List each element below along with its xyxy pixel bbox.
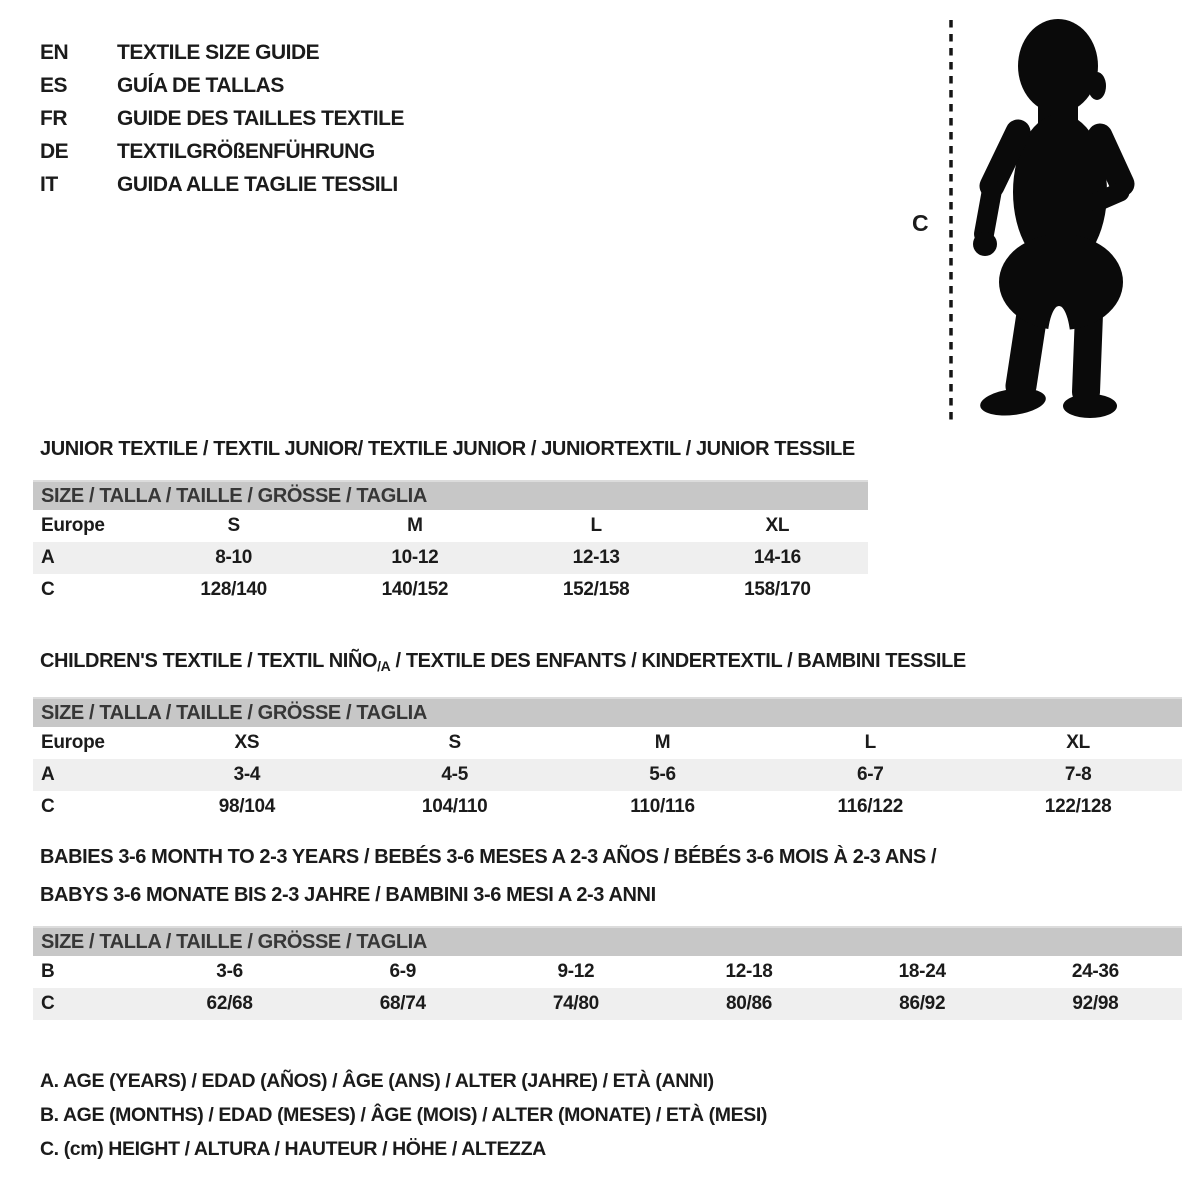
size-cell: M [407,515,423,536]
section-title-text: CHILDREN'S TEXTILE / TEXTIL NIÑO [40,650,378,672]
table-row [33,759,1182,791]
size-cell: S [448,732,461,753]
size-cell: XL [1066,732,1090,753]
section-title [33,642,1182,685]
section-title [33,430,1182,468]
language-label: GUIDE DES TAILLES TEXTILE [117,106,404,130]
language-code: ES [40,73,68,97]
row-label: A [33,759,143,791]
size-cell: 4-5 [351,759,559,791]
size-cell: 86/92 [836,988,1009,1020]
size-header-band: SIZE / TALLA / TAILLE / GRÖSSE / TAGLIA [33,926,1182,956]
size-header-band: SIZE / TALLA / TAILLE / GRÖSSE / TAGLIA [33,697,1182,727]
language-list [40,36,404,201]
size-cell: 80/86 [662,988,835,1020]
language-code: DE [40,139,69,163]
size-section-children [33,642,1182,823]
row-label: Europe [41,732,105,753]
row-label: A [33,542,143,574]
size-section-babies [33,838,1182,1020]
table-row [33,988,1182,1020]
size-cell: 122/128 [1044,796,1112,817]
size-cell: 9-12 [557,961,595,982]
section-title-text: BABYS 3-6 MONATE BIS 2-3 JAHRE / BAMBINI 3-6 MESI A 2-3 ANNI [40,884,656,906]
table-row [33,956,1182,988]
size-cell: 18-24 [898,961,946,982]
size-table-grid [33,956,1182,1020]
footnote-line: B. AGE (MONTHS) / EDAD (MESES) / ÂGE (MOIS) / ALTER (MONATE) / ETÀ (MESI) [40,1104,767,1126]
table-row [33,510,868,542]
size-cell: 3-4 [143,759,351,791]
footnotes [40,1064,767,1166]
language-code: IT [40,172,58,196]
row-label: Europe [41,515,105,536]
size-cell: XL [765,515,790,536]
language-row [40,102,404,135]
size-cell: L [864,732,876,753]
size-cell: 98/104 [218,796,276,817]
size-cell: 140/152 [381,579,449,600]
table-row [33,727,1182,759]
footnote-line: A. AGE (YEARS) / EDAD (AÑOS) / ÂGE (ANS) / ALTER (JAHRE) / ETÀ (ANNI) [40,1070,714,1092]
section-title-text: JUNIOR TEXTILE / TEXTIL JUNIOR/ TEXTILE JUNIOR / JUNIORTEXTIL / JUNIOR TESSILE [40,438,855,460]
size-table [33,697,1182,823]
size-cell: S [227,515,240,536]
section-title-text: BABIES 3-6 MONTH TO 2-3 YEARS / BEBÉS 3-6 MESES A 2-3 AÑOS / BÉBÉS 3-6 MOIS À 2-3 ANS / [40,846,937,868]
language-row [40,135,404,168]
size-cell: 6-7 [766,759,974,791]
section-title-text: / TEXTILE DES ENFANTS / KINDERTEXTIL / BAMBINI TESSILE [390,650,966,672]
size-cell: 92/98 [1009,988,1182,1020]
language-code: FR [40,106,67,130]
size-cell: 62/68 [143,988,316,1020]
size-cell: 14-16 [687,542,868,574]
language-code: EN [40,40,69,64]
table-row [33,574,868,606]
section-title-line [40,876,1182,914]
language-label: GUIDA ALLE TAGLIE TESSILI [117,172,398,196]
table-row [33,542,868,574]
language-label: TEXTILE SIZE GUIDE [117,40,320,64]
footnote-line: C. (cm) HEIGHT / ALTURA / HAUTEUR / HÖHE / ALTEZZA [40,1138,546,1160]
size-cell: M [654,732,671,753]
language-label: TEXTILGRÖßENFÜHRUNG [117,139,375,163]
size-cell: 12-13 [506,542,687,574]
section-title [33,838,1182,914]
size-cell: 158/170 [744,579,811,600]
language-row [40,168,404,201]
size-cell: 10-12 [324,542,505,574]
language-row [40,36,404,69]
size-cell: 8-10 [143,542,324,574]
size-table [33,480,868,606]
toddler-figure [973,19,1123,419]
size-cell: 74/80 [489,988,662,1020]
size-cell: 7-8 [974,759,1182,791]
size-cell: 116/122 [837,796,904,817]
row-label: C [33,988,143,1020]
section-title-line [40,430,1182,468]
size-cell: 128/140 [200,579,267,600]
size-header-band: SIZE / TALLA / TAILLE / GRÖSSE / TAGLIA [33,480,868,510]
language-label: GUÍA DE TALLAS [117,73,284,97]
table-row [33,791,1182,823]
size-cell: 68/74 [316,988,489,1020]
size-table-grid [33,510,868,606]
size-cell: XS [234,732,260,753]
size-cell: 6-9 [389,961,417,982]
section-title-line [40,642,1182,685]
language-row [40,69,404,102]
size-cell: 110/116 [630,796,695,817]
size-cell: 5-6 [559,759,767,791]
section-title-text: /A [377,658,391,674]
size-cell: 152/158 [562,579,630,600]
size-table [33,926,1182,1020]
size-cell: 3-6 [216,961,243,982]
size-table-grid [33,727,1182,823]
height-measure-label: C [912,210,929,236]
size-section-junior [33,430,1182,606]
row-label: B [41,961,55,982]
row-label: C [41,796,55,817]
toddler-silhouette [940,14,1145,430]
row-label: C [41,579,55,600]
size-cell: L [590,515,602,536]
size-cell: 12-18 [725,961,773,982]
section-title-line [40,838,1182,876]
size-cell: 24-36 [1071,961,1119,982]
size-cell: 104/110 [421,796,488,817]
